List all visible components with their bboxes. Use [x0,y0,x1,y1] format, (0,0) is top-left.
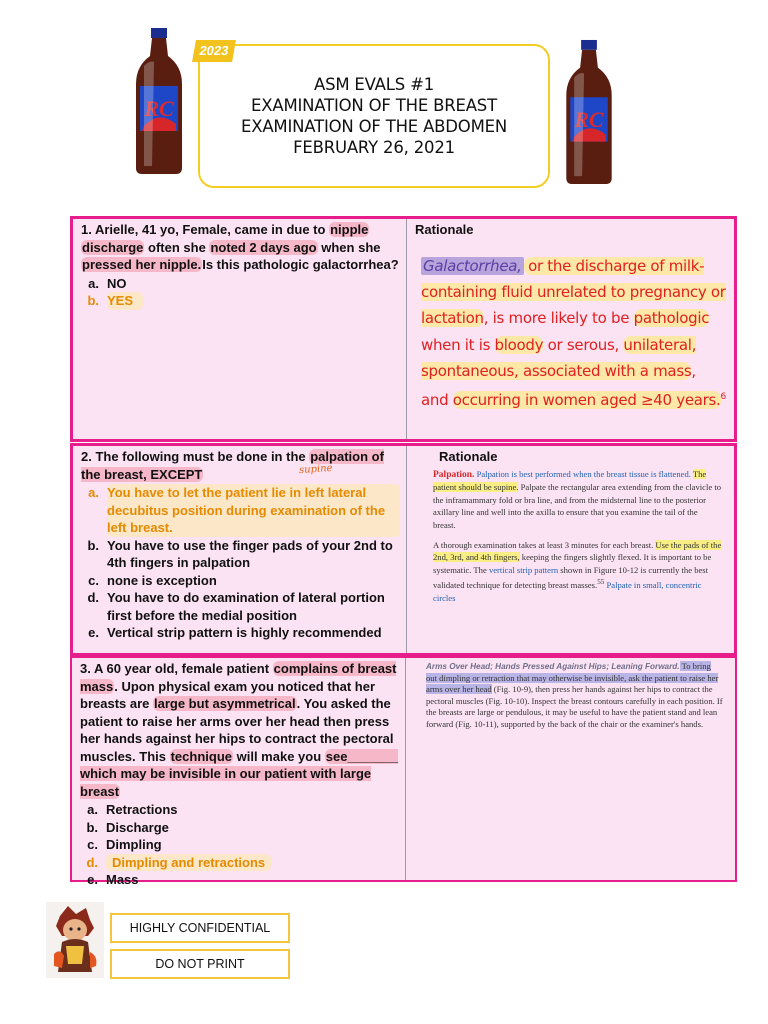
option-c[interactable]: c. none is exception [88,572,217,588]
question-3-text: 3. A 60 year old, female patient complains of breast mass. Upon physical exam you noticed that her breasts are large but asymmetrical. You asked the patient to raise her arms over her head then press her hands against her hips to contract the pectoral muscles. This technique will make you see_______ which may be invisible in our patient with large breast [80,661,399,799]
rationale-2-text: Palpation. Palpation is best performed when the breast tissue is flattened. The patient should be supine. Palpate the rectangular area extending from the clavicle to the inframammary fold or bra line, and from the midsternal line to the posterior axillary line and well into the axilla to ensure that you examine the tail of the breast. A thorough examination takes at least 3 minutes for each breast. Use the pads of the 2nd, 3rd, and 4th fingers, keeping the fingers slightly flexed. It is important to be systematic. The vertical strip pattern shown in Figure 10-12 is currently the best validated technique for detecting breast masses.$^{55}$ Palpate in small, concentric circles [433,469,722,603]
option-b-correct[interactable]: b. YES [81,292,400,310]
year-tag: 2023 [192,40,236,62]
question-3-row [70,656,737,887]
soda-bottle-left-image [130,26,188,176]
question-2-options [81,484,400,642]
svg-text:RC: RC [574,107,604,132]
question-2-cell [73,446,407,653]
question-1-cell [73,219,407,439]
rationale-2-cell [407,446,734,653]
option-c[interactable]: c. Dimpling [87,837,162,852]
rationale-3-text: Arms Over Head; Hands Pressed Against Hips; Leaning Forward. To bring out dimpling or retraction that may otherwise be invisible, ask the patient to raise her arms over her head (Fig. 10-9), then press her hands against her hips to contract the pectoral muscles (Fig. 10-10). Inspect the breast contours carefully in each position. If the breasts are large or pendulous, it may be useful to have the patient stand and lean forward (Fig. 10-11), supported by the back of the chair or the examiner's hands. [426,661,723,729]
option-d[interactable]: d. You have to do examination of lateral portion first before the medial position [87,590,385,623]
character-avatar-image [46,902,104,978]
rationale-1-text: Galactorrhea, or the discharge of milk-containing fluid unrelated to pregnancy or lactation, is more likely to be pathologic when it is bloody or serous, unilateral, spontaneous, associated with a mass, and occurring in women aged ≥40 years.$^6$ [421,257,726,410]
option-a[interactable]: a. NO [88,275,127,291]
soda-bottle-right-image [560,38,618,186]
do-not-print-label: DO NOT PRINT [110,949,290,979]
option-b[interactable]: b. Discharge [86,819,169,835]
svg-text:RC: RC [144,96,174,121]
option-e[interactable]: e. Mass [87,872,139,887]
title-line-1: ASM EVALS #1 [313,75,435,94]
option-a-correct[interactable]: a. You have to let the patient lie in left lateral decubitus position during examination of the left breast. [81,484,400,537]
question-1-options [81,275,400,310]
question-3-options [80,801,399,889]
rationale-3-cell [406,658,735,880]
question-1-row [70,216,737,442]
question-1-text: 1. Arielle, 41 yo, Female, came in due to nipple discharge often she noted 2 days ago when she pressed her nipple.Is this pathologic galactorrhea? [81,222,399,272]
title-line-3: EXAMINATION OF THE ABDOMEN [241,117,507,136]
option-e[interactable]: e. Vertical strip pattern is highly recommended [88,625,382,640]
rationale-1-cell [407,219,734,439]
highly-confidential-label: HIGHLY CONFIDENTIAL [110,913,290,943]
question-2-text: 2. The following must be done in the palpation of the breast, EXCEPT [81,449,384,482]
option-a[interactable]: a. Retractions [87,802,178,817]
option-b[interactable]: b. You have to use the finger pads of your 2nd to 4th fingers in palpation [87,537,393,570]
option-d-correct[interactable]: d. Dimpling and retractions [80,854,399,872]
title-line-4: FEBRUARY 26, 2021 [293,138,455,157]
question-3-cell [72,658,406,887]
handwritten-supine-note: supine [298,462,333,477]
question-2-row [70,443,737,656]
rationale-2-title: Rationale [439,449,498,464]
title-card [198,44,550,188]
rationale-1-title: Rationale [415,222,474,237]
title-line-2: EXAMINATION OF THE BREAST [251,96,497,115]
